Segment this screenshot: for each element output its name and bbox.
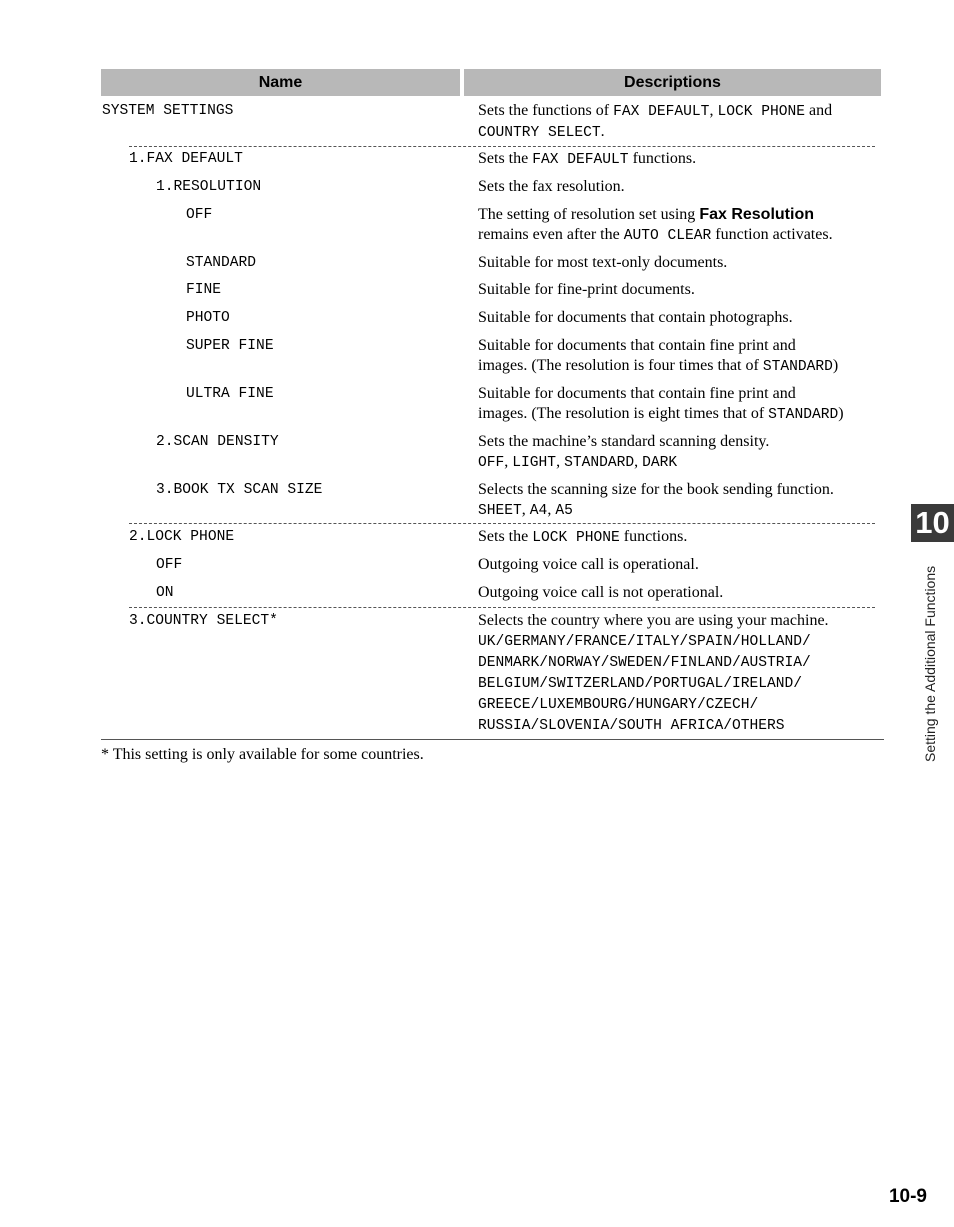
table-bottom-rule [101,739,884,740]
table-header-descriptions: Descriptions [464,69,881,96]
row-name-lock-off: OFF [156,557,183,573]
row-name-fax-default: 1.FAX DEFAULT [129,151,243,167]
row-desc-fax-default: Sets the FAX DEFAULT functions. [478,150,697,168]
row-name-standard: STANDARD [186,255,257,271]
row-desc-lock-phone: Sets the LOCK PHONE functions. [478,528,688,546]
dashed-divider [129,523,875,524]
row-desc-system-settings: Sets the functions of FAX DEFAULT, LOCK PHONE and COUNTRY SELECT. [478,102,833,141]
row-desc-ultra-fine: Suitable for documents that contain fine print and images. (The resolution is eight times that of STANDARD) [478,385,844,423]
row-name-super-fine: SUPER FINE [186,338,274,354]
footnote: * This setting is only available for some countries. [101,746,424,763]
row-desc-book-tx-scan-size: Selects the scanning size for the book sending function. SHEET, A4, A5 [478,481,834,519]
row-name-lock-on: ON [156,585,174,601]
dashed-divider [129,146,875,147]
row-name-photo: PHOTO [186,310,230,326]
row-name-scan-density: 2.SCAN DENSITY [156,434,279,450]
row-desc-lock-on: Outgoing voice call is not operational. [478,584,724,601]
page-number: 10-9 [888,1186,927,1207]
chapter-side-title: Setting the Additional Functions [922,565,938,762]
row-desc-photo: Suitable for documents that contain photographs. [478,309,793,326]
row-name-country-select: 3.COUNTRY SELECT* [129,613,278,629]
row-desc-scan-density: Sets the machine’s standard scanning density. OFF, LIGHT, STANDARD, DARK [478,433,770,471]
row-desc-standard: Suitable for most text-only documents. [478,254,728,271]
row-desc-resolution-off: The setting of resolution set using Fax Resolution remains even after the AUTO CLEAR function activates. [478,206,833,244]
row-desc-fine: Suitable for fine-print documents. [478,281,695,298]
row-desc-super-fine: Suitable for documents that contain fine print and images. (The resolution is four times that of STANDARD) [478,337,839,375]
row-desc-resolution: Sets the fax resolution. [478,178,625,195]
row-name-fine: FINE [186,282,222,298]
row-name-ultra-fine: ULTRA FINE [186,386,274,402]
row-name-system-settings: SYSTEM SETTINGS [102,103,234,119]
row-desc-lock-off: Outgoing voice call is operational. [478,556,699,573]
row-desc-country-select: Selects the country where you are using your machine. UK/GERMANY/FRANCE/ITALY/SPAIN/HOLLAND/ DENMARK/NORWAY/SWEDEN/FINLAND/AUSTRIA/ BELGIUM/SWITZERLAND/PORTUGAL/IRELAND/ GREECE/LUXEMBOURG/HUNGARY/CZECH/ RUSSIA/SLOVENIA/SOUTH AFRICA/OTHERS [478,612,829,734]
table-header-name: Name [101,69,460,96]
chapter-tab: 10 [911,504,954,542]
row-name-lock-phone: 2.LOCK PHONE [129,529,235,545]
row-name-resolution-off: OFF [186,207,213,223]
dashed-divider [129,607,875,608]
row-name-resolution: 1.RESOLUTION [156,179,262,195]
row-name-book-tx-scan-size: 3.BOOK TX SCAN SIZE [156,482,323,498]
